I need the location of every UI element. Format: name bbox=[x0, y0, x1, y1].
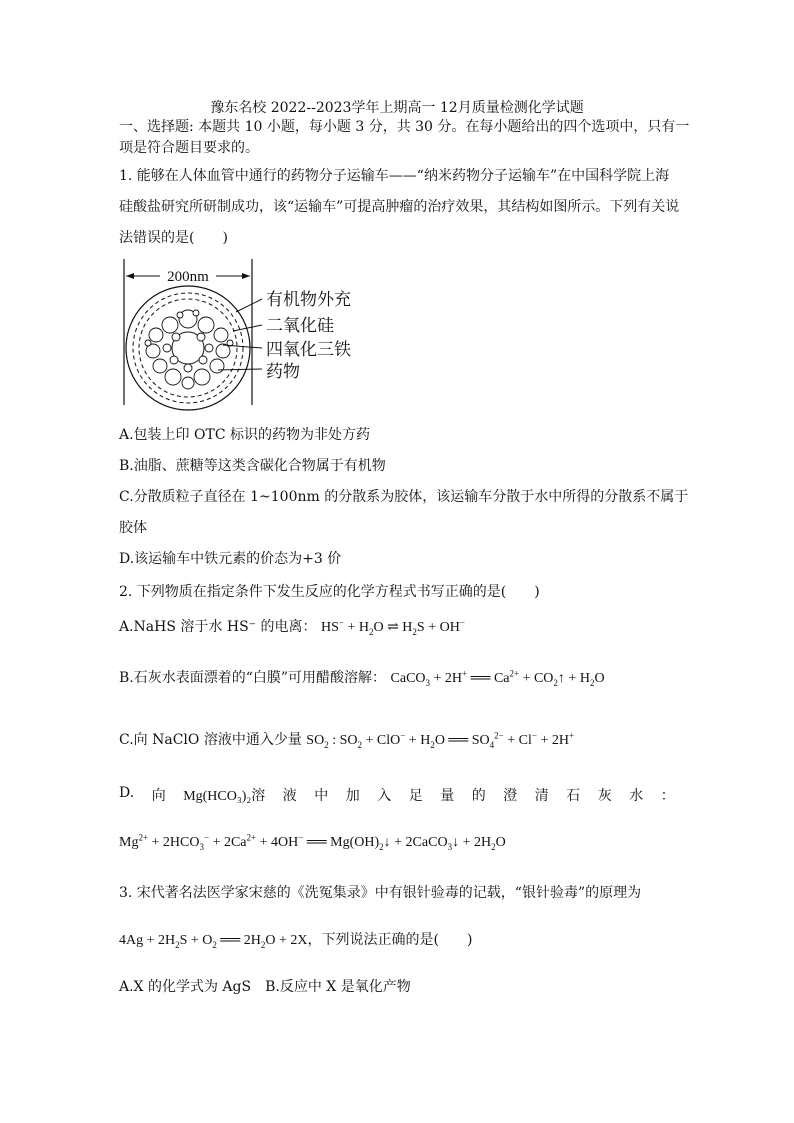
q2-option-c-text: C.向 NaClO 溶液中通入少量 bbox=[119, 732, 302, 748]
q2-d-char: 入 bbox=[377, 788, 392, 804]
exam-title: 豫东名校 2022--2023学年上期高一 12月质量检测化学试题 bbox=[210, 100, 584, 116]
q2-d-char: 足 bbox=[408, 788, 423, 804]
label-iron-oxide: 四氧化三铁 bbox=[266, 340, 351, 360]
q3-stem-line1: 3. 宋代著名法医学家宋慈的《洗冤集录》中有银针验毒的记载，“银针验毒”的原理为 bbox=[119, 885, 642, 901]
q2-d-char: 加 bbox=[345, 788, 360, 804]
section-heading-line2: 项是符合题目要求的。 bbox=[119, 140, 259, 156]
nano-vehicle-diagram bbox=[118, 255, 378, 415]
q2-option-d-equation: $Mg^{2+} + 2HCO_3^- + 2Ca^{2+} + 4OH^-$ ══ $Mg(OH)_2↓$ + 2CaCO$_3$↓ + $2H_2O$ bbox=[119, 832, 506, 852]
q1-stem-line3: 法错误的是( ) bbox=[119, 230, 228, 246]
q2-d-char: 水 bbox=[629, 788, 644, 804]
q2-option-a-text: A.NaHS 溶于水 HS⁻ 的电离： bbox=[119, 619, 317, 635]
q2-option-b-equation: CaCO$_3$ + 2H+ ══ $Ca^{2+}$ + $CO_2↑ + H_2O$ bbox=[390, 668, 605, 688]
q2-d-char: 灰 bbox=[597, 788, 612, 804]
q3-equation: $4Ag + 2H_2S + O_2$ ══ $2H_2O + 2X$ bbox=[119, 933, 308, 950]
q2-option-a bbox=[119, 617, 465, 638]
q2-d-char: 液 bbox=[282, 788, 297, 804]
q3-stem-suffix: ，下列说法正确的是( ) bbox=[307, 932, 473, 948]
q2-option-c-equation: $SO_2$ : $SO_2 + ClO^- + H_2O$ ══ $SO_4^{2-} + Cl^- + 2H^+$ bbox=[306, 730, 575, 750]
q2-d-char: 清 bbox=[534, 788, 549, 804]
q2-d-char: 向 bbox=[151, 788, 166, 804]
q2-d-char: D. bbox=[119, 785, 135, 801]
q2-option-a-equation: $HS^- + H_2O$ ⇌ $H_2S + OH^-$ bbox=[320, 617, 465, 637]
q2-d-char: 澄 bbox=[503, 788, 518, 804]
q1-option-c-line1: C.分散质粒子直径在 1~100nm 的分散系为胶体，该运输车分散于水中所得的分散系不属于 bbox=[119, 489, 689, 505]
q1-option-b: B.油脂、蔗糖等这类含碳化合物属于有机物 bbox=[119, 458, 386, 474]
label-silica: 二氧化硅 bbox=[266, 316, 334, 336]
label-organic-shell: 有机物外充 bbox=[266, 290, 351, 310]
q3-stem-line2 bbox=[119, 930, 472, 951]
q1-option-d: D.该运输车中铁元素的价态为+3 价 bbox=[119, 551, 342, 567]
q1-option-a: A.包装上印 OTC 标识的药物为非处方药 bbox=[119, 427, 370, 443]
q2-d-char: Mg(HCO₃)₂溶 bbox=[183, 789, 266, 804]
q2-d-char: 的 bbox=[471, 788, 486, 804]
q2-stem: 2. 下列物质在指定条件下发生反应的化学方程式书写正确的是( ) bbox=[119, 584, 540, 600]
q1-stem-line1: 1. 能够在人体血管中通行的药物分子运输车——“纳米药物分子运输车”在中国科学院上海 bbox=[119, 168, 670, 184]
q2-d-char: 石 bbox=[566, 788, 581, 804]
q2-d-char: 中 bbox=[314, 788, 329, 804]
q2-d-char: 量 bbox=[440, 788, 455, 804]
section-heading-line1: 一、选择题: 本题共 10 小题，每小题 3 分，共 30 分。在每小题给出的四个选项中，只有一 bbox=[119, 119, 690, 135]
q1-option-c-line2: 胶体 bbox=[119, 520, 147, 536]
q2-d-char: ： bbox=[660, 788, 675, 804]
q2-option-c bbox=[119, 730, 574, 751]
q2-option-d-line1 bbox=[119, 785, 675, 805]
q1-stem-line2: 硅酸盐研究所研制成功，该“运输车”可提高肿瘤的治疗效果，其结构如图所示。下列有关说 bbox=[119, 199, 680, 215]
label-drug: 药物 bbox=[266, 362, 300, 382]
dimension-label: 200nm bbox=[167, 269, 209, 285]
q3-options-ab: A.X 的化学式为 AgS B.反应中 X 是氧化产物 bbox=[119, 979, 411, 995]
q2-option-b-text: B.石灰水表面漂着的“白膜”可用醋酸溶解： bbox=[119, 670, 387, 686]
q2-option-b bbox=[119, 668, 605, 689]
